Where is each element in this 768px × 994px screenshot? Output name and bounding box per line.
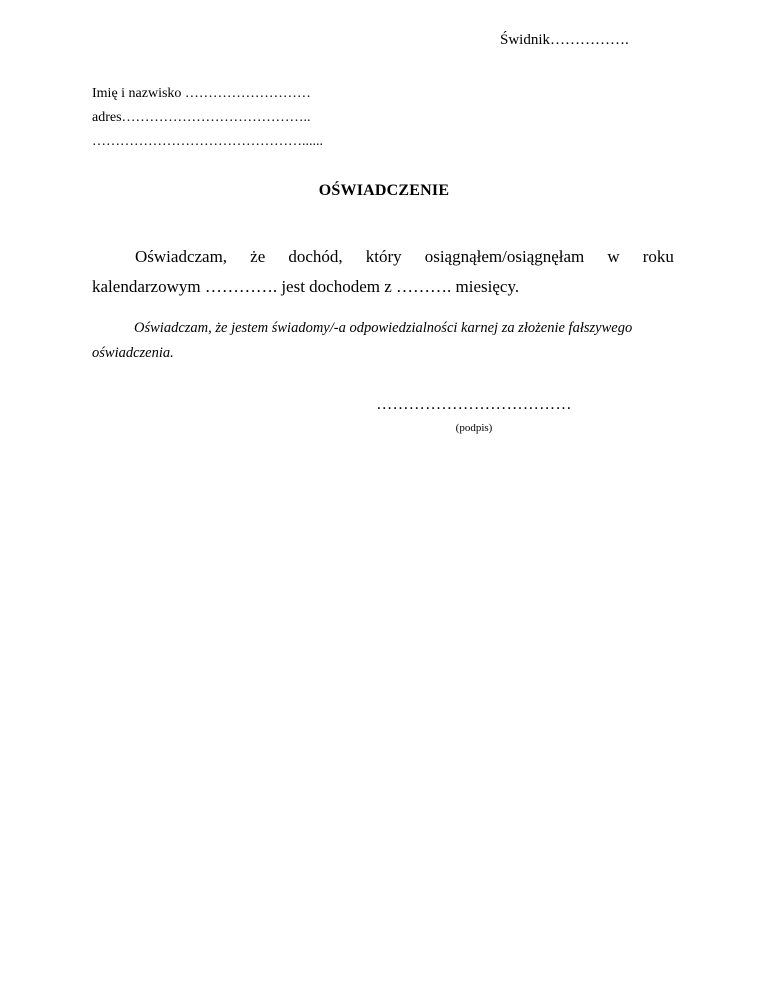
responsibility-line-2: oświadczenia. bbox=[92, 345, 174, 361]
signature-block bbox=[368, 396, 580, 434]
signature-label: (podpis) bbox=[455, 422, 493, 434]
sender-block bbox=[92, 82, 323, 154]
sender-address-line-2: ………………………………………...... bbox=[92, 134, 323, 149]
statement-word: w bbox=[607, 247, 620, 266]
place-date: Świdnik……………. bbox=[500, 32, 629, 48]
statement-word: że bbox=[250, 247, 266, 266]
statement-word: dochód, bbox=[288, 247, 343, 266]
responsibility-paragraph bbox=[92, 316, 674, 366]
sender-name-line: Imię i nazwisko ……………………… bbox=[92, 86, 311, 101]
statement-paragraph bbox=[92, 242, 674, 302]
statement-word: osiągnąłem/osiągnęłam bbox=[424, 247, 585, 266]
document-title: OŚWIADCZENIE bbox=[318, 182, 450, 199]
statement-word: który bbox=[365, 247, 402, 266]
statement-word: Oświadczam, bbox=[135, 247, 228, 266]
statement-line-2: kalendarzowym …………. jest dochodem z ………. miesięcy. bbox=[92, 277, 520, 296]
statement-line-1 bbox=[92, 242, 674, 272]
signature-line: ……………………………… bbox=[376, 396, 572, 413]
sender-address-line: adres………………………………….. bbox=[92, 110, 311, 125]
responsibility-line-1: Oświadczam, że jestem świadomy/-a odpowiedzialności karnej za złożenie fałszywego bbox=[134, 320, 633, 336]
statement-word: roku bbox=[642, 247, 674, 266]
